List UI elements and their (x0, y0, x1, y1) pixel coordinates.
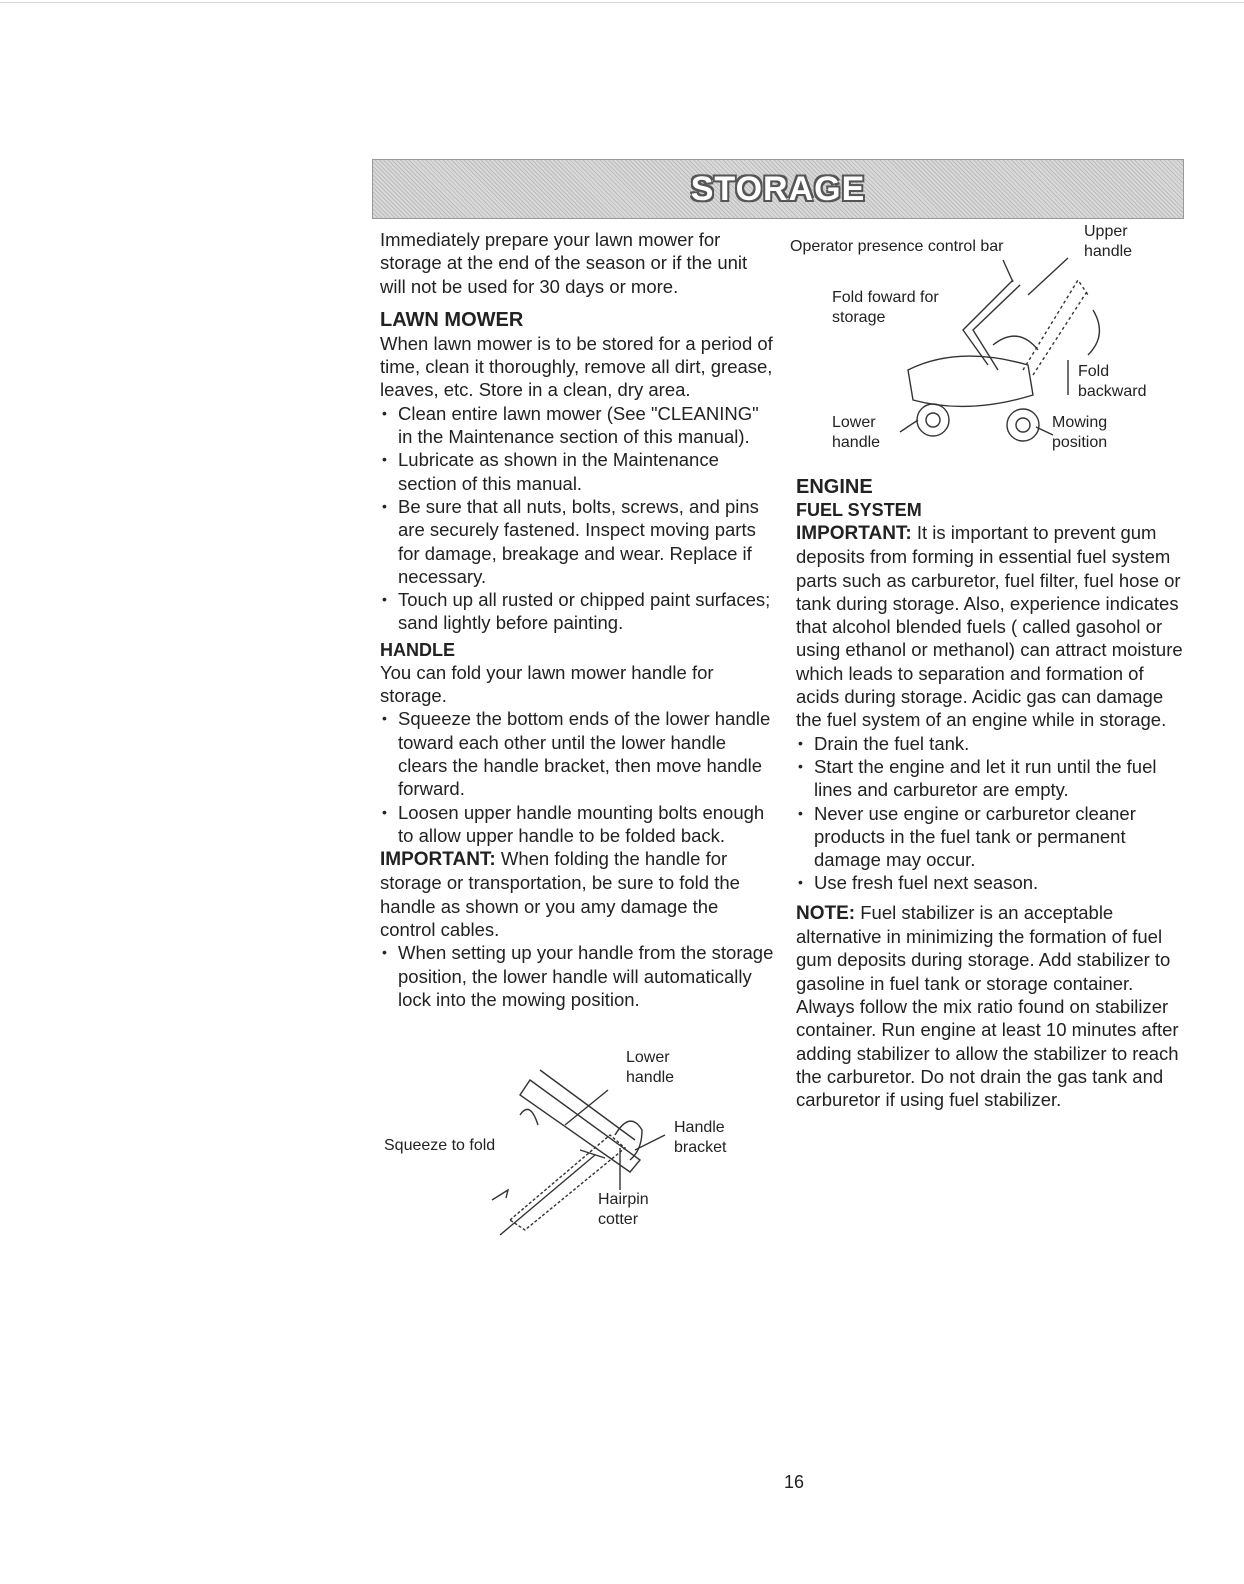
list-item: • Clean entire lawn mower (See "CLEANING" in the Maintenance section of this manual). (380, 402, 775, 449)
handle-bracket-label: Handle bracket (674, 1119, 727, 1156)
lower-handle-label: Lower handle (626, 1049, 675, 1086)
fold-forward-label: Fold foward for storage (832, 289, 939, 326)
scan-edge-line (0, 2, 1244, 3)
lawn-mower-heading: LAWN MOWER (380, 308, 524, 331)
handle-important (380, 847, 775, 941)
handle-heading: HANDLE (380, 639, 455, 660)
important-text: It is important to prevent gum deposits from forming in essential fuel system parts such as carburetor, fuel filter, fuel hose or tank during storage. Also, experience indicates that alcohol blended fuels ( called gasohol or using ethanol or methanol) can attract moisture which leads to separation and formation of acids during storage. Acidic gas can damage the fuel system of an engine while in storage. (796, 522, 1183, 731)
handle-bullets (380, 707, 775, 847)
list-item: • Drain the fuel tank. (796, 732, 1191, 755)
squeeze-label: Squeeze to fold (384, 1137, 496, 1154)
engine-note (796, 901, 1191, 1112)
note-label: NOTE: (796, 902, 856, 924)
list-item: • Never use engine or carburetor cleaner products in the fuel tank or permanent damage may occur. (796, 802, 1191, 872)
upper-handle-label: Upper handle (1084, 223, 1133, 260)
mowing-position-label: Mowing position (1052, 414, 1108, 451)
banner-title: STORAGE (690, 170, 866, 208)
lawn-mower-text: When lawn mower is to be stored for a period of time, clean it thoroughly, remove all dirt, grease, leaves, etc. Store in a clean, dry area. (380, 332, 773, 401)
note-text: Fuel stabilizer is an acceptable alternative in minimizing the formation of fuel gum deposits during storage. Add stabilizer to gasoline in fuel tank or storage container. Always follow the mix ratio found on stabilizer container. Run engine at least 10 minutes after adding stabilizer to allow the stabilizer to reach the carburetor. Do not drain the gas tank and carburetor if using fuel stabilizer. (796, 901, 1179, 1111)
operator-bar-label: Operator presence control bar (790, 238, 1004, 255)
list-item: • Use fresh fuel next season. (796, 871, 1191, 894)
list-item: • Loosen upper handle mounting bolts enough to allow upper handle to be folded back. (380, 801, 775, 848)
important-label: IMPORTANT: (380, 849, 496, 871)
list-item: • Lubricate as shown in the Maintenance section of this manual. (380, 448, 775, 495)
left-column (380, 228, 775, 1011)
engine-bullets (796, 732, 1191, 895)
mower-storage-figure (788, 220, 1178, 465)
handle-bullets-2 (380, 941, 775, 1011)
list-item: • When setting up your handle from the storage position, the lower handle will automatically lock into the mowing position. (380, 941, 775, 1011)
intro-paragraph: Immediately prepare your lawn mower for storage at the end of the season or if the unit will not be used for 30 days or more. (380, 229, 748, 297)
handle-fold-figure (380, 1040, 780, 1240)
page-number: 16 (784, 1472, 805, 1492)
lawn-mower-bullets (380, 402, 775, 635)
engine-heading: ENGINE (796, 476, 873, 498)
handle-text: You can fold your lawn mower handle for storage. (380, 661, 714, 707)
important-label: IMPORTANT: (796, 523, 912, 544)
storage-banner (372, 159, 1184, 219)
important-text: When folding the handle for storage or transportation, be sure to fold the handle as shown or you amy damage the control cables. (380, 848, 740, 941)
lower-handle-label: Lower handle (832, 414, 881, 451)
fold-backward-label: Fold backward (1078, 363, 1147, 400)
list-item: • Touch up all rusted or chipped paint surfaces; sand lightly before painting. (380, 588, 775, 635)
list-item: • Be sure that all nuts, bolts, screws, and pins are securely fastened. Inspect moving parts for damage, breakage and wear. Replace if necessary. (380, 495, 775, 588)
right-column (796, 475, 1191, 1111)
engine-important (796, 521, 1191, 732)
fuel-system-heading: FUEL SYSTEM (796, 500, 922, 520)
hairpin-label: Hairpin cotter (598, 1191, 649, 1228)
list-item: • Squeeze the bottom ends of the lower handle toward each other until the lower handle clears the handle bracket, then move handle forward. (380, 707, 775, 800)
list-item: • Start the engine and let it run until the fuel lines and carburetor are empty. (796, 755, 1191, 802)
